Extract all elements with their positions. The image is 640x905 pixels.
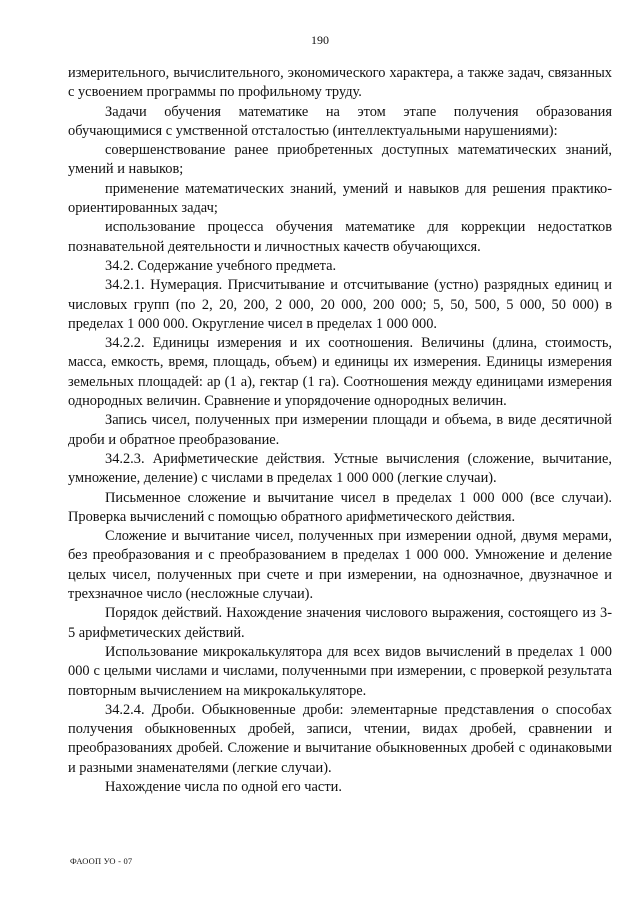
footer-code: ФАООП УО - 07 — [70, 856, 133, 866]
paragraph-calculator: Использование микрокалькулятора для всех видов вычислений в пределах 1 000 000 с целыми числами и числами, полученными при измерении, с проверкой результата повторным вычислением на микрокалькуляторе. — [68, 643, 612, 699]
paragraph-objective-2: применение математических знаний, умений и навыков для решения практико-ориентированных задач; — [68, 180, 612, 217]
paragraph-objective-3: использование процесса обучения математике для коррекции недостатков познавательной деятельности и личностных качеств обучающихся. — [68, 219, 612, 255]
paragraph-decimal-notation: Запись чисел, полученных при измерении площади и объема, в виде десятичной дроби и обратное преобразование. — [68, 412, 612, 448]
paragraph-written-addition: Письменное сложение и вычитание чисел в пределах 1 000 000 (все случаи). Проверка вычислений с помощью обратного арифметического действия. — [68, 489, 612, 525]
paragraph-34-2-3: 34.2.3. Арифметические действия. Устные вычисления (сложение, вычитание, умножение, деление) с числами в пределах 1 000 000 (легкие случаи). — [68, 450, 612, 487]
paragraph-number-by-part: Нахождение числа по одной его части. — [105, 778, 342, 795]
paragraph-34-2-1: 34.2.1. Нумерация. Присчитывание и отсчитывание (устно) разрядных единиц и числовых групп (по 2, 20, 200, 2 000, 20 000, 200 000; 5, 50, 500, 5 000, 50 000) в пределах 1 000 000. Округление чисел в пределах 1 000 000. — [68, 277, 612, 332]
paragraph-objective-1: совершенствование ранее приобретенных доступных математических знаний, умений и навыков; — [68, 142, 612, 178]
paragraph-objectives-intro: Задачи обучения математике на этом этапе получения образования обучающимися с умственной отсталостью (интеллектуальными нарушениями): — [68, 103, 612, 139]
paragraph-34-2-4: 34.2.4. Дроби. Обыкновенные дроби: элементарные представления о способах получения обыкновенных дробей, записи, чтении, видах дробей, сравнении и преобразованиях дробей. Сложение и вычитание обыкновенных дробей с одинаковыми и разными знаменателями (легкие случаи). — [68, 701, 612, 776]
document-body — [68, 64, 612, 797]
page-number: 190 — [311, 33, 329, 47]
paragraph-continuation: измерительного, вычислительного, экономического характера, а также задач, связанных с усвоением программы по профильному труду. — [68, 65, 612, 101]
paragraph-measurement-operations: Сложение и вычитание чисел, полученных при измерении одной, двумя мерами, без преобразования и с преобразованием в пределах 1 000 000. Умножение и деление целых чисел, полученных при счете и при измерении, на однозначное, двузначное и трехзначное число (несложные случаи). — [68, 528, 612, 603]
paragraph-34-2-2: 34.2.2. Единицы измерения и их соотношения. Величины (длина, стоимость, масса, емкость, время, площадь, объем) и единицы их измерения. Единицы измерения земельных площадей: ар (1 а), гектар (1 га). Соотношения между единицами измерения однородных величин. Сравнение и упорядочение однородных величин. — [68, 335, 612, 410]
section-heading-34-2: 34.2. Содержание учебного предмета. — [105, 257, 337, 274]
paragraph-order-of-operations: Порядок действий. Нахождение значения числового выражения, состоящего из 3-5 арифметических действий. — [68, 605, 612, 641]
